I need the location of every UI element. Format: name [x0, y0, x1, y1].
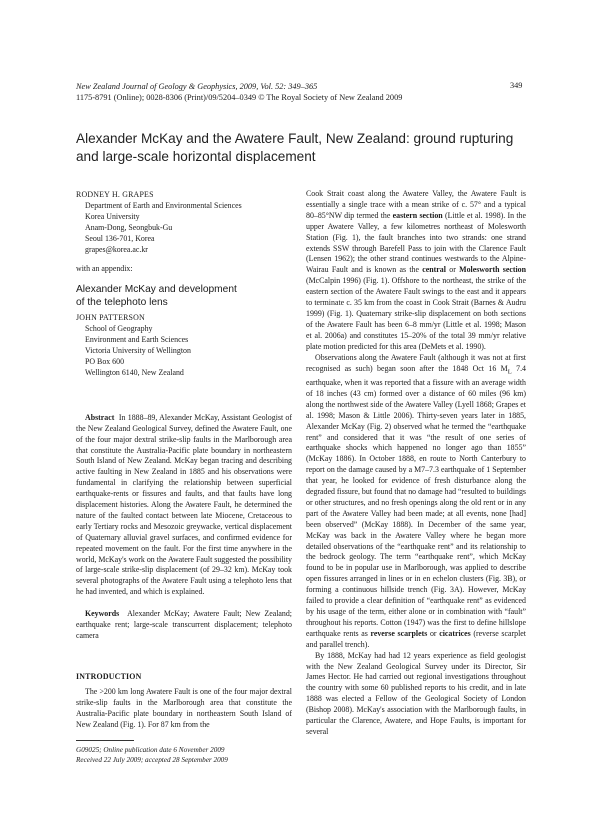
footnote-rule — [76, 740, 134, 741]
body-paragraph: By 1888, McKay had had 12 years experience as field geologist with the New Zealand Geological Survey under its Director, Sir James Hector. He had carried out regional investigations throughout the country with some 60 published reports to his credit, and in late 1888 was elected a Fellow of the Geological Society of London (Bishop 2008). McKay's association with the Marlborough faults, in particular the Clarence, Awatere, and Hope Faults, is important for several — [306, 650, 526, 736]
appendix-intro: with an appendix: — [76, 264, 133, 274]
keywords-label: Keywords — [85, 609, 120, 619]
appendix-title — [76, 283, 292, 309]
affiliation-line: PO Box 600 — [85, 356, 125, 366]
affiliation-line: Seoul 136-701, Korea — [85, 233, 155, 243]
text-run: (McCalpin 1996) (Fig. 1). Offshore to the northeast, the strike of the eastern section of the Awatere Fault swings to the east and it appears to terminate c. 35 km from the coast in Cook Strait (Barnes & Audru 1999) (Fig. 1). Quaternary strike-slip displacement on both sections of the Awatere Fault has been 6–8 mm/yr (Little et al. 1998; Mason et al. 2006a) and constitutes 15–20% of the total 39 mm/yr relative plate motion predicted for this area (DeMets et al. 1990). — [306, 276, 526, 351]
appendix-title-line: Alexander McKay and development — [76, 284, 237, 296]
running-head — [76, 81, 526, 103]
article-title: Alexander McKay and the Awatere Fault, New Zealand: ground rupturing and large-scale horizontal displacement — [76, 131, 514, 164]
magnitude-subscript: L — [507, 368, 512, 376]
text-run: (reverse scarplet and parallel trench). — [306, 628, 526, 649]
affiliation-line: School of Geography — [85, 324, 153, 334]
text-run: Cook Strait coast along the Awatere Valley, the Awatere Fault is essentially a single trace with a mean strike of c. 57° and a typical 80–85°NW dip termed the — [306, 189, 526, 220]
text-run: 7.4 earthquake, when it was reported that a fissure with an average width of 18 inches (43 cm) formed over a distance of 60 miles (96 km) along the northwest side of the Awatere Valley (Lyell 1868; Grapes et al. 1998; Mason & Little 2006). Thirty-seven years later in 1885, Alexander McKay (Fig. 2) observed what he termed the “earthquake rent” and considered that it was “the result of one series of earthquake shocks which happened no longer ago than 1855” (McKay 1886). In October 1888, en route to North Canterbury to report on the damage caused by a M7–7.3 earthquake of 1 September that year, he looked for evidence of fresh disturbance along the degraded fissure, but found that no damage had “resulted to buildings or other structures, and no fresh openings along the old rent or in any part of the Awatere Valley had been made; at all events, none [had] been observed” (McKay 1888). In December of the same year, McKay was back in the Awatere Valley where he began more detailed observations of the “earthquake rent” and its relationship to the bedrock geology. The term “earthquake rent”, which McKay found to be in popular use in Marlborough, was applied to describe open fissures arranged in lines or in en echelon clusters (Fig. 3B), or forming a continuous hillside trench (Fig. 3A). However, McKay failed to provide a clear definition of “earthquake rent” as evidenced by his usage of the term, either alone or in combination with “fault” throughout his reports. Cotton (1947) was the first to define hillslope earthquake rents as — [306, 363, 526, 638]
body-paragraph — [306, 189, 526, 353]
text-run: or — [445, 265, 460, 275]
bold-term: reverse scarplets — [370, 628, 428, 638]
text-run: Observations along the Awatere Fault (although it was not at first recognised as such) began soon after the 1848 Oct 16 M — [306, 352, 526, 373]
bold-term: Molesworth section — [459, 265, 526, 275]
left-column — [76, 190, 292, 765]
keywords-text: Alexander McKay; Awatere Fault; New Zealand; earthquake rent; large-scale transcurrent displacement; telephoto camera — [76, 609, 292, 640]
body-paragraph — [306, 353, 526, 651]
text-run: (Little et al. 1998). In the upper Awatere Valley, a few kilometres northeast of Molesworth Station (Fig. 1), the fault branches into two strands: one strand extends SSW through Barefell Pass to join with the Clarence Fault (Lensen 1962); the other strand continues westwards to the Alpine-Wairau Fault and is known as the — [306, 210, 526, 275]
text-run: or — [427, 628, 440, 638]
introduction-heading: INTRODUCTION — [76, 671, 142, 681]
right-column — [306, 189, 526, 738]
affiliation-line: Victoria University of Wellington — [85, 346, 191, 356]
appendix-title-line: of the telephoto lens — [76, 297, 168, 309]
abstract-text: In 1888–89, Alexander McKay, Assistant Geologist of the New Zealand Geological Survey, defined the Awatere Fault, one of the four major dextral strike-slip faults in the Marlborough area that constitute the Australia-Pacific plate boundary in northeastern South Island of New Zealand. McKay began tracing and describing active faulting in New Zealand in 1885 and his observations were fundamental in clarifying the relationship between superficial earthquake-rents or fissures and faults, and that faults have long displacement histories. Along the Awatere Fault, he determined the nature of the faulted contact between late Miocene, Cretaceous to early Tertiary rocks and Mesozoic greywacke, vertical displacement of Quaternary alluvial gravel surfaces, and confirmed evidence for repeated movement on the fault. For the first time anywhere in the world, McKay's work on the Awatere Fault suggested the possibility of large-scale strike-slip displacement (of 29–32 km). McKay took several photographs of the Awatere Fault using a telephoto lens that he had invented, and which is explained. — [76, 412, 292, 597]
issn-line: 1175-8791 (Online); 0028-8306 (Print)/09/5204–0349 © The Royal Society of New Zealand 2009 — [76, 93, 403, 102]
abstract — [76, 413, 292, 598]
bold-term: cicatrices — [439, 628, 471, 638]
keywords — [76, 609, 292, 642]
footnote-line: Received 22 July 2009; accepted 28 September 2009 — [76, 756, 228, 765]
appendix-author-name: JOHN PATTERSON — [76, 313, 145, 323]
footnote-line: G09025; Online publication date 6 November 2009 — [76, 746, 225, 755]
journal-citation: New Zealand Journal of Geology & Geophysics, 2009, Vol. 52: 349–365 — [76, 82, 318, 91]
abstract-label: Abstract — [85, 412, 115, 422]
author-email: grapes@korea.ac.kr — [85, 244, 148, 254]
introduction-text: The >200 km long Awatere Fault is one of the four major dextral strike-slip faults in the Marlborough area that constitute the Australia-Pacific plate boundary in northeastern South Island of New Zealand (Fig. 1). For 87 km from the — [76, 686, 292, 729]
author-name: RODNEY H. GRAPES — [76, 190, 154, 199]
appendix-author-affiliation — [76, 324, 292, 379]
bold-term: central — [422, 265, 446, 275]
affiliation-line: Korea University — [85, 211, 140, 221]
author-affiliation — [76, 201, 292, 256]
affiliation-line: Anam-Dong, Seongbuk-Gu — [85, 222, 173, 232]
affiliation-line: Environment and Earth Sciences — [85, 335, 189, 345]
affiliation-line: Department of Earth and Environmental Sciences — [85, 200, 242, 210]
footnote — [76, 745, 292, 765]
affiliation-line: Wellington 6140, New Zealand — [85, 367, 184, 377]
page-number: 349 — [510, 81, 523, 90]
bold-term: eastern section — [392, 210, 443, 220]
